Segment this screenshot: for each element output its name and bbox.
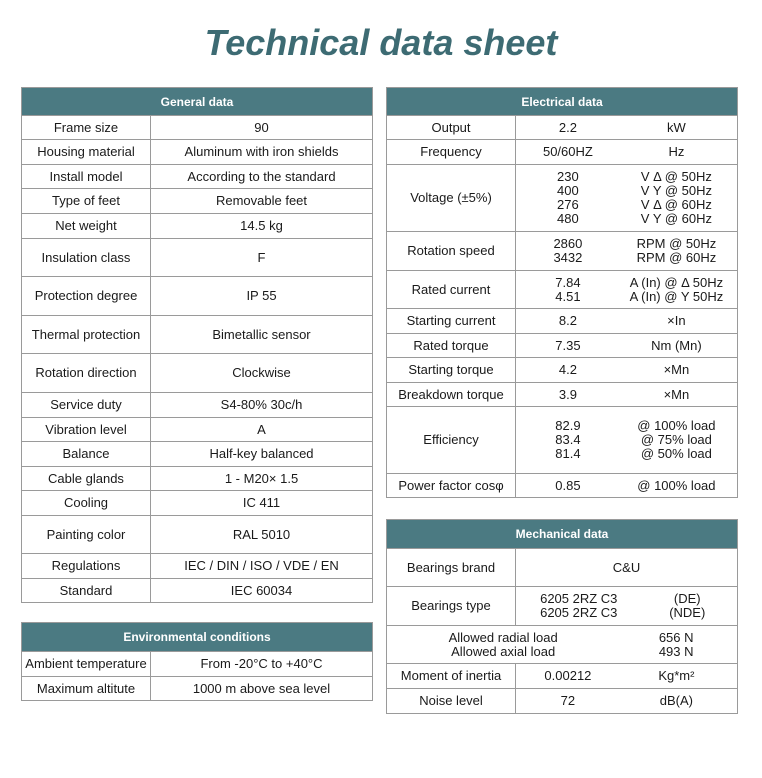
row-value: IEC / DIN / ISO / VDE / EN — [151, 554, 373, 579]
speed-value: 3432 — [553, 250, 583, 265]
mechanical-data-table — [386, 519, 738, 714]
row-label: Standard — [22, 579, 151, 603]
row-value: Bimetallic sensor — [151, 316, 373, 354]
row-value: Clockwise — [151, 354, 373, 393]
table-row — [22, 239, 373, 277]
row-label: Protection degree — [22, 277, 151, 316]
row-label: Thermal protection — [22, 316, 151, 354]
row-label: Vibration level — [22, 418, 151, 442]
electrical-data-header: Electrical data — [387, 88, 738, 116]
row-label: Bearings type — [387, 587, 516, 626]
row-unit: kW — [667, 119, 686, 135]
row-value: S4-80% 30c/h — [151, 393, 373, 418]
voltage-unit: V Y @ 60Hz — [640, 211, 713, 226]
row-unit: Hz — [668, 144, 685, 159]
row-label: Output — [387, 116, 516, 140]
row-value: 90 — [151, 116, 373, 140]
row-label: Rotation speed — [387, 232, 516, 271]
row-label: Service duty — [22, 393, 151, 418]
row-label: Efficiency — [387, 407, 516, 474]
row-unit: Kg*m² — [658, 668, 695, 683]
speed-value: 2860 — [553, 236, 583, 251]
efficiency-unit: @ 50% load — [640, 446, 712, 461]
electrical-data-table — [386, 87, 738, 498]
table-row — [22, 116, 373, 140]
row-value: 1000 m above sea level — [151, 677, 373, 701]
table-row — [22, 189, 373, 214]
row-label: Moment of inertia — [387, 664, 516, 689]
table-row — [22, 277, 373, 316]
row-label: Insulation class — [22, 239, 151, 277]
row-label: Cable glands — [22, 467, 151, 491]
table-row — [22, 316, 373, 354]
table-row — [387, 407, 738, 474]
current-value: 7.84 — [555, 274, 581, 290]
speed-unit: RPM @ 50Hz — [636, 236, 717, 251]
row-unit: ×In — [667, 313, 686, 328]
row-value: 0.00212 — [544, 668, 592, 683]
row-value: 1 - M20× 1.5 — [151, 467, 373, 491]
table-row — [387, 165, 738, 232]
table-row — [22, 393, 373, 418]
table-row — [387, 626, 738, 664]
voltage-unit: V Y @ 50Hz — [640, 183, 713, 198]
row-value: From -20°C to +40°C — [151, 652, 373, 677]
table-row — [387, 271, 738, 309]
row-label: Bearings brand — [387, 549, 516, 587]
table-row — [387, 474, 738, 498]
row-label: Frequency — [387, 140, 516, 165]
table-row — [22, 214, 373, 239]
page-title: Technical data sheet — [204, 22, 558, 63]
row-label: Ambient temperature — [22, 652, 151, 677]
table-row — [22, 579, 373, 603]
table-row — [387, 232, 738, 271]
table-row — [387, 383, 738, 407]
row-value: IC 411 — [151, 491, 373, 516]
row-label: Net weight — [22, 214, 151, 239]
table-row — [22, 442, 373, 467]
row-value: 72 — [560, 693, 576, 708]
efficiency-value: 83.4 — [555, 432, 581, 447]
current-unit: A (In) @ Y 50Hz — [629, 288, 724, 304]
row-value: C&U — [516, 549, 738, 587]
row-value: A — [151, 418, 373, 442]
row-value: According to the standard — [151, 165, 373, 189]
row-value: 50/60HZ — [542, 144, 593, 159]
table-row — [387, 664, 738, 689]
row-label: Painting color — [22, 516, 151, 554]
row-value: Aluminum with iron shields — [151, 140, 373, 165]
bearing-position: (DE) — [673, 591, 701, 606]
row-value: IP 55 — [151, 277, 373, 316]
table-row — [22, 140, 373, 165]
voltage-value: 230 — [557, 169, 579, 184]
row-value: RAL 5010 — [151, 516, 373, 554]
bearing-value: 6205 2RZ C3 — [540, 591, 618, 606]
row-label: Rated torque — [387, 334, 516, 358]
row-label: Rotation direction — [22, 354, 151, 393]
row-value: Removable feet — [151, 189, 373, 214]
voltage-value: 400 — [557, 183, 579, 198]
row-unit: @ 100% load — [637, 477, 716, 493]
table-row — [22, 418, 373, 442]
row-value: 0.85 — [555, 477, 581, 493]
row-value: 2.2 — [558, 119, 577, 135]
row-label: Breakdown torque — [387, 383, 516, 407]
row-label: Install model — [22, 165, 151, 189]
row-label: Maximum altitute — [22, 677, 151, 701]
efficiency-unit: @ 75% load — [640, 432, 712, 447]
row-value: 3.9 — [558, 386, 577, 402]
row-value: 8.2 — [558, 313, 577, 328]
table-row — [22, 652, 373, 677]
row-label: Cooling — [22, 491, 151, 516]
voltage-unit: V Δ @ 60Hz — [640, 197, 712, 212]
row-unit: Nm (Mn) — [651, 337, 702, 353]
row-value: F — [151, 239, 373, 277]
environmental-header: Environmental conditions — [22, 623, 373, 652]
load-label: Allowed radial load — [448, 629, 558, 645]
row-value: 7.35 — [555, 337, 581, 353]
row-label: Rated current — [387, 271, 516, 309]
row-value: 14.5 kg — [151, 214, 373, 239]
table-row — [387, 140, 738, 165]
row-label: Voltage (±5%) — [387, 165, 516, 232]
speed-unit: RPM @ 60Hz — [636, 250, 717, 265]
row-value: IEC 60034 — [151, 579, 373, 603]
load-value: 656 N — [658, 629, 694, 645]
row-label: Starting torque — [387, 358, 516, 383]
table-row — [22, 165, 373, 189]
table-row — [387, 309, 738, 334]
load-label: Allowed axial load — [451, 643, 556, 659]
bearing-value: 6205 2RZ C3 — [540, 605, 618, 620]
efficiency-value: 82.9 — [555, 418, 581, 433]
table-row — [22, 354, 373, 393]
row-label: Housing material — [22, 140, 151, 165]
row-label: Regulations — [22, 554, 151, 579]
table-row — [387, 334, 738, 358]
table-row — [22, 554, 373, 579]
row-unit: dB(A) — [659, 693, 694, 708]
table-row — [387, 549, 738, 587]
current-unit: A (In) @ Δ 50Hz — [629, 274, 724, 290]
table-row — [22, 677, 373, 701]
row-label: Noise level — [387, 689, 516, 714]
table-row — [22, 467, 373, 491]
row-unit: ×Mn — [663, 386, 690, 402]
voltage-value: 480 — [557, 211, 579, 226]
bearing-position: (NDE) — [669, 605, 706, 620]
efficiency-unit: @ 100% load — [637, 418, 716, 433]
environmental-table — [21, 622, 373, 701]
row-label: Balance — [22, 442, 151, 467]
table-row — [387, 116, 738, 140]
row-value: 4.2 — [558, 362, 577, 377]
efficiency-value: 81.4 — [555, 446, 581, 461]
table-row — [387, 689, 738, 714]
row-label: Power factor cosφ — [387, 474, 516, 498]
current-value: 4.51 — [555, 288, 581, 304]
table-row — [22, 516, 373, 554]
mechanical-data-header: Mechanical data — [387, 520, 738, 549]
row-unit: ×Mn — [663, 362, 690, 377]
general-data-table — [21, 87, 373, 603]
general-data-header: General data — [22, 88, 373, 116]
row-value: Half-key balanced — [151, 442, 373, 467]
row-label: Starting current — [387, 309, 516, 334]
table-row — [387, 587, 738, 626]
voltage-unit: V Δ @ 50Hz — [640, 169, 712, 184]
voltage-value: 276 — [557, 197, 579, 212]
row-label: Type of feet — [22, 189, 151, 214]
row-label: Frame size — [22, 116, 151, 140]
table-row — [22, 491, 373, 516]
load-value: 493 N — [658, 643, 694, 659]
table-row — [387, 358, 738, 383]
